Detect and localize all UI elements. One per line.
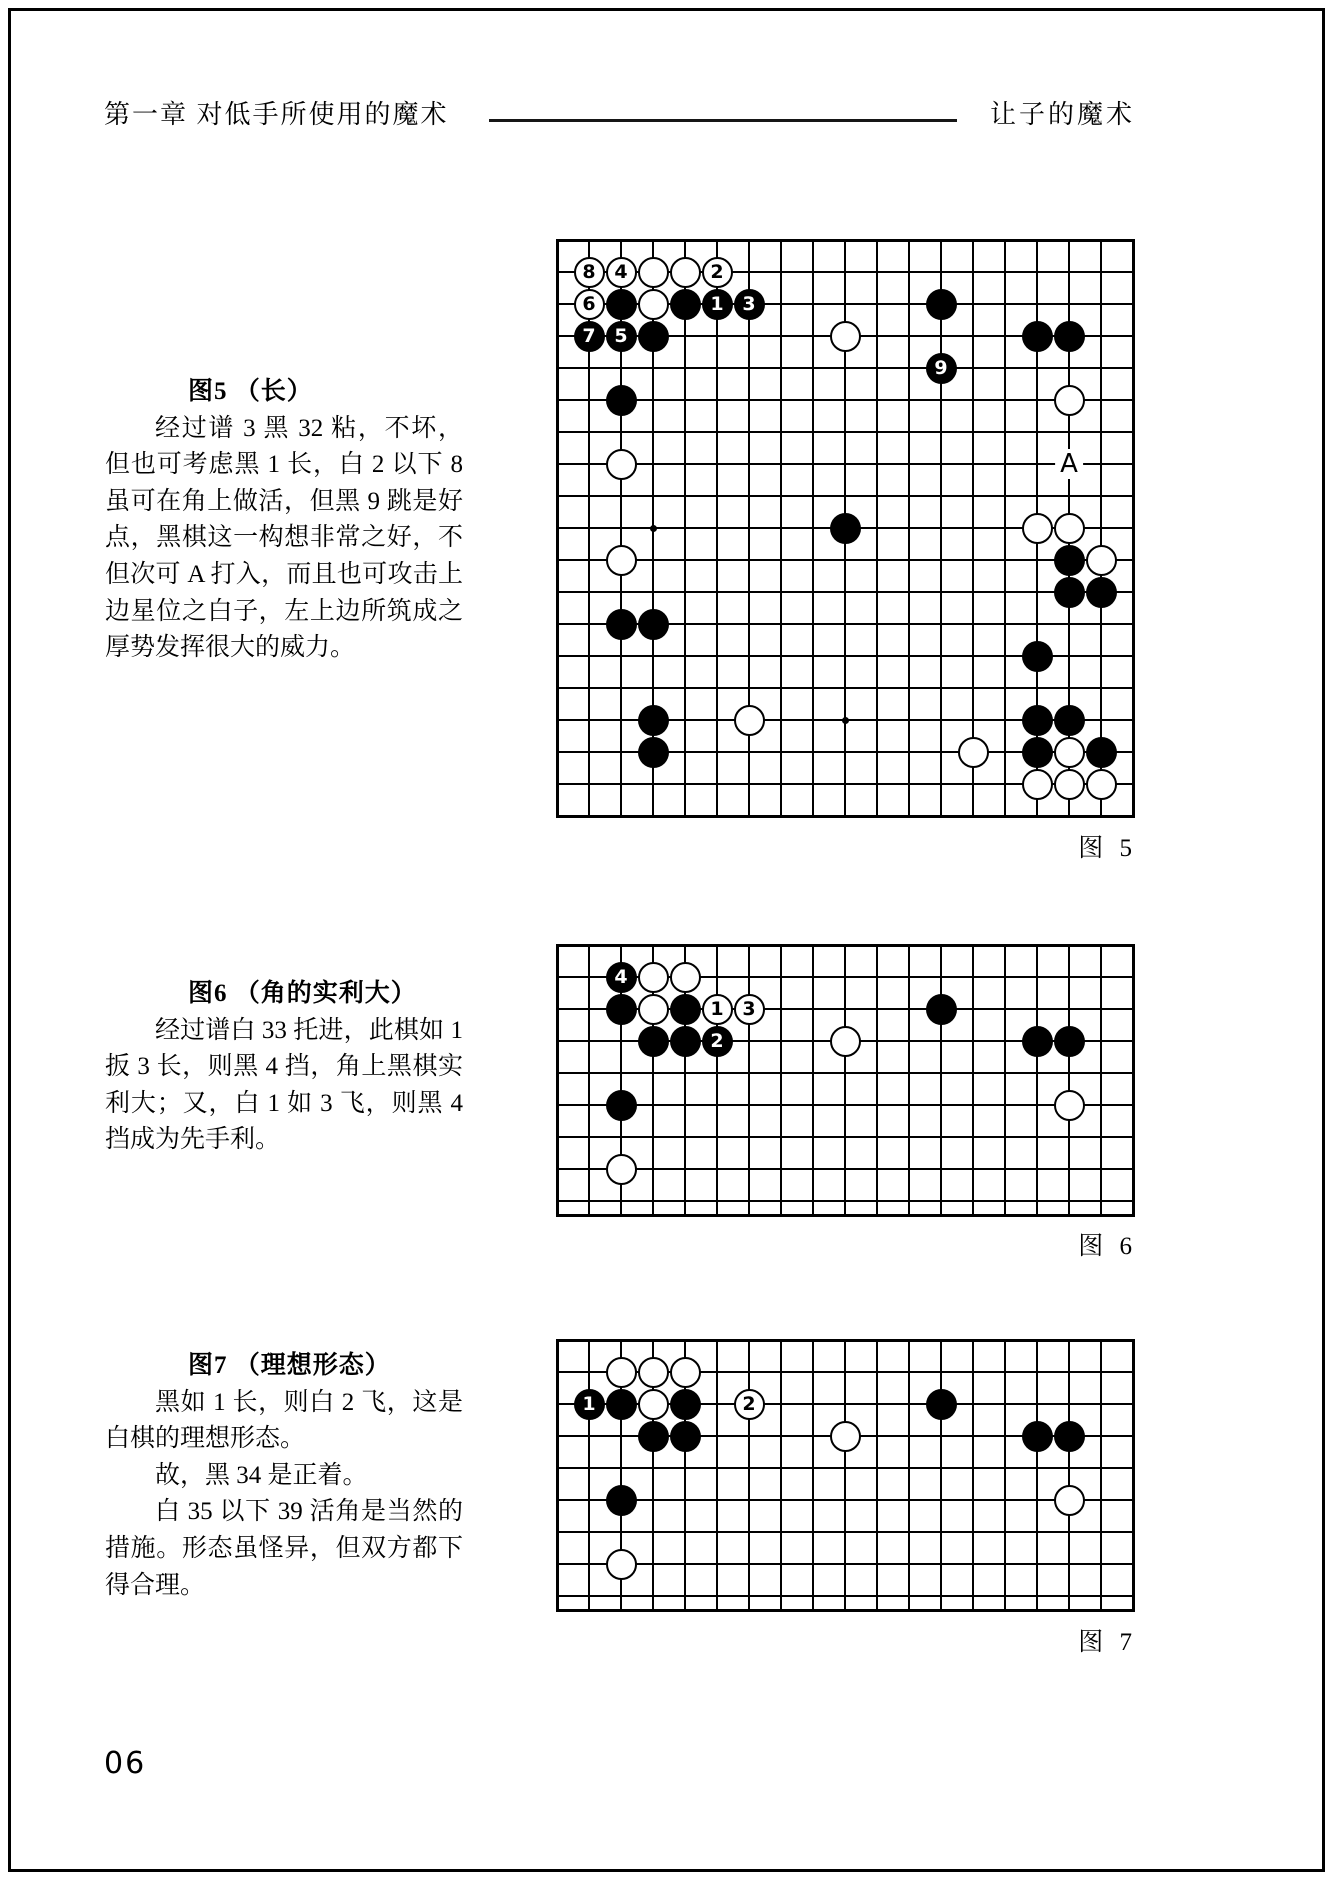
go-stone-white: 6 [574,289,605,320]
go-stone-white [606,449,637,480]
grid-line-horizontal [556,815,1135,818]
grid-line-vertical [908,944,910,1217]
go-stone-black [1054,705,1085,736]
text-line: 得合理。 [105,1571,206,1599]
go-stone-white [830,1421,861,1452]
go-stone-white [958,737,989,768]
header-divider-line [489,119,957,122]
go-stone-white [638,1357,669,1388]
grid-line-horizontal [556,399,1135,401]
grid-line-horizontal [556,495,1135,497]
grid-line-vertical [748,944,750,1217]
grid-line-vertical [1036,944,1038,1217]
go-stone-black [670,1026,701,1057]
text-line: 但次可 A 打入，而且也可攻击上 [105,560,463,588]
text-line: 边星位之白子，左上边所筑成之 [105,597,463,625]
go-stone-black [606,609,637,640]
text-line: 扳 3 长，则黑 4 挡，角上黑棋实 [105,1053,463,1081]
grid-line-vertical [556,1339,559,1612]
figure7-text-block [105,1348,463,1604]
figure7-go-board [557,1340,1133,1610]
grid-line-horizontal [556,1168,1135,1170]
go-stone-black: 2 [702,1026,733,1057]
go-stone-white [638,289,669,320]
go-stone-black [638,737,669,768]
text-line: 白棋的理想形态。 [105,1425,306,1453]
go-stone-black: 1 [702,289,733,320]
grid-line-horizontal [556,431,1135,433]
go-stone-black [926,1389,957,1420]
go-stone-black [670,1421,701,1452]
go-stone-black [1022,705,1053,736]
figure6-caption: 图 6 [1078,1233,1137,1260]
go-stone-black [670,289,701,320]
go-stone-black [606,385,637,416]
go-stone-black [1054,577,1085,608]
grid-line-horizontal [556,463,1135,465]
grid-line-vertical [844,944,846,1217]
go-stone-white [1022,513,1053,544]
grid-line-horizontal [556,1499,1135,1501]
go-stone-black [1022,1421,1053,1452]
grid-line-horizontal [556,367,1135,369]
grid-line-vertical [588,1339,590,1612]
running-head-section: 让子的魔术 [990,100,1136,129]
grid-line-vertical [1100,1339,1102,1612]
go-stone-black [926,289,957,320]
text-line: 但也可考虑黑 1 长，白 2 以下 8 [105,451,463,479]
go-stone-white [1054,769,1085,800]
go-stone-black: 7 [574,321,605,352]
text-line: 挡成为先手利。 [105,1126,281,1154]
go-stone-black [606,1485,637,1516]
go-stone-white [1022,769,1053,800]
grid-line-horizontal [556,1200,1135,1202]
go-stone-black [638,705,669,736]
go-stone-black [670,1389,701,1420]
grid-line-horizontal [556,559,1135,561]
go-stone-black [606,289,637,320]
text-line: 利大；又，白 1 如 3 飞，则黑 4 [105,1089,463,1117]
grid-line-horizontal [556,1595,1135,1597]
go-stone-white [606,1357,637,1388]
grid-line-vertical [588,944,590,1217]
grid-line-vertical [1004,944,1006,1217]
grid-line-vertical [940,944,942,1217]
grid-line-vertical [1132,1339,1135,1612]
go-stone-black: 5 [606,321,637,352]
grid-line-horizontal [556,239,1135,242]
board-point-label: A [1055,449,1083,479]
text-line: 虽可在角上做活，但黑 9 跳是好 [105,487,463,515]
go-stone-white [638,257,669,288]
page-number: 06 [104,1746,147,1781]
go-stone-white [1054,1485,1085,1516]
go-stone-white: 3 [734,994,765,1025]
grid-line-horizontal [556,591,1135,593]
grid-line-vertical [1100,944,1102,1217]
grid-line-vertical [1068,1339,1070,1612]
text-line: 经过谱白 33 托进，此棋如 1 [155,1016,463,1044]
grid-line-vertical [716,1339,718,1612]
board-cut-edge [556,1609,1135,1612]
text-line: 黑如 1 长，则白 2 飞，这是 [155,1388,463,1416]
go-stone-white [1054,513,1085,544]
go-stone-black [1054,1026,1085,1057]
star-point [650,525,657,532]
go-stone-black [1054,545,1085,576]
go-stone-white [606,1549,637,1580]
grid-line-vertical [844,1339,846,1612]
go-stone-white [670,1357,701,1388]
grid-line-vertical [1004,1339,1006,1612]
grid-line-vertical [972,944,974,1217]
grid-line-horizontal [556,1339,1135,1342]
grid-line-vertical [1132,944,1135,1217]
go-stone-white [670,962,701,993]
go-stone-white [670,257,701,288]
grid-line-vertical [876,1339,878,1612]
grid-line-vertical [812,1339,814,1612]
go-stone-black [1054,1421,1085,1452]
go-stone-white: 4 [606,257,637,288]
text-line: 白 35 以下 39 活角是当然的 [155,1498,463,1526]
figure6-go-board [557,945,1133,1215]
go-stone-white [734,705,765,736]
go-stone-white: 2 [734,1389,765,1420]
go-stone-black [1022,321,1053,352]
text-line: 厚势发挥很大的威力。 [105,634,356,662]
text-line: 点，黑棋这一构想非常之好，不 [105,524,463,552]
figure5-go-board [557,240,1133,816]
grid-line-vertical [940,1339,942,1612]
figure7-title: 图7 （理想形态） [188,1352,391,1379]
go-stone-black: 4 [606,962,637,993]
grid-line-vertical [556,944,559,1217]
board-cut-edge [556,1214,1135,1217]
figure6-text-block [105,976,463,1159]
go-stone-black: 1 [574,1389,605,1420]
grid-line-vertical [748,1339,750,1612]
grid-line-vertical [1068,944,1070,1217]
go-stone-black [830,513,861,544]
go-stone-black [638,321,669,352]
go-stone-white: 1 [702,994,733,1025]
go-stone-black [926,994,957,1025]
star-point [842,717,849,724]
go-stone-black [606,1389,637,1420]
grid-line-horizontal [556,1072,1135,1074]
figure6-title: 图6 （角的实利大） [188,980,417,1007]
grid-line-horizontal [556,1136,1135,1138]
go-stone-black [1022,737,1053,768]
go-stone-black [1086,737,1117,768]
grid-line-horizontal [556,687,1135,689]
go-stone-white [638,994,669,1025]
grid-line-vertical [780,944,782,1217]
go-stone-white [1054,737,1085,768]
grid-line-horizontal [556,1563,1135,1565]
go-stone-white [606,545,637,576]
grid-line-horizontal [556,1531,1135,1533]
go-stone-white: 2 [702,257,733,288]
go-stone-black [1022,641,1053,672]
grid-line-vertical [812,944,814,1217]
go-stone-white [1086,769,1117,800]
figure5-caption: 图 5 [1078,835,1137,862]
grid-line-vertical [972,1339,974,1612]
text-line: 经过谱 3 黑 32 粘，不坏， [155,414,463,442]
go-stone-white [606,1154,637,1185]
grid-line-horizontal [556,944,1135,947]
go-stone-black: 3 [734,289,765,320]
grid-line-vertical [780,1339,782,1612]
running-head-chapter: 第一章 对低手所使用的魔术 [104,100,449,129]
go-stone-white [1086,545,1117,576]
go-stone-black [606,994,637,1025]
go-stone-black [1022,1026,1053,1057]
go-stone-black [638,1026,669,1057]
go-stone-black [1086,577,1117,608]
figure5-text-block [105,374,463,667]
go-stone-white [830,321,861,352]
go-stone-white [638,962,669,993]
go-stone-black: 9 [926,353,957,384]
go-stone-black [606,1090,637,1121]
go-stone-white [1054,1090,1085,1121]
go-stone-white [1054,385,1085,416]
go-stone-black [638,609,669,640]
grid-line-vertical [716,944,718,1217]
go-stone-black [638,1421,669,1452]
go-stone-white [830,1026,861,1057]
grid-line-vertical [876,944,878,1217]
figure5-title: 图5 （长） [188,378,313,405]
text-line: 故，黑 34 是正着。 [155,1461,368,1489]
go-stone-black [670,994,701,1025]
grid-line-vertical [1036,1339,1038,1612]
grid-line-vertical [908,1339,910,1612]
figure7-caption: 图 7 [1078,1629,1137,1656]
grid-line-horizontal [556,1467,1135,1469]
grid-line-horizontal [556,1104,1135,1106]
go-stone-black [1054,321,1085,352]
text-line: 措施。形态虽怪异，但双方都下 [105,1534,463,1562]
go-stone-white [638,1389,669,1420]
go-stone-white: 8 [574,257,605,288]
